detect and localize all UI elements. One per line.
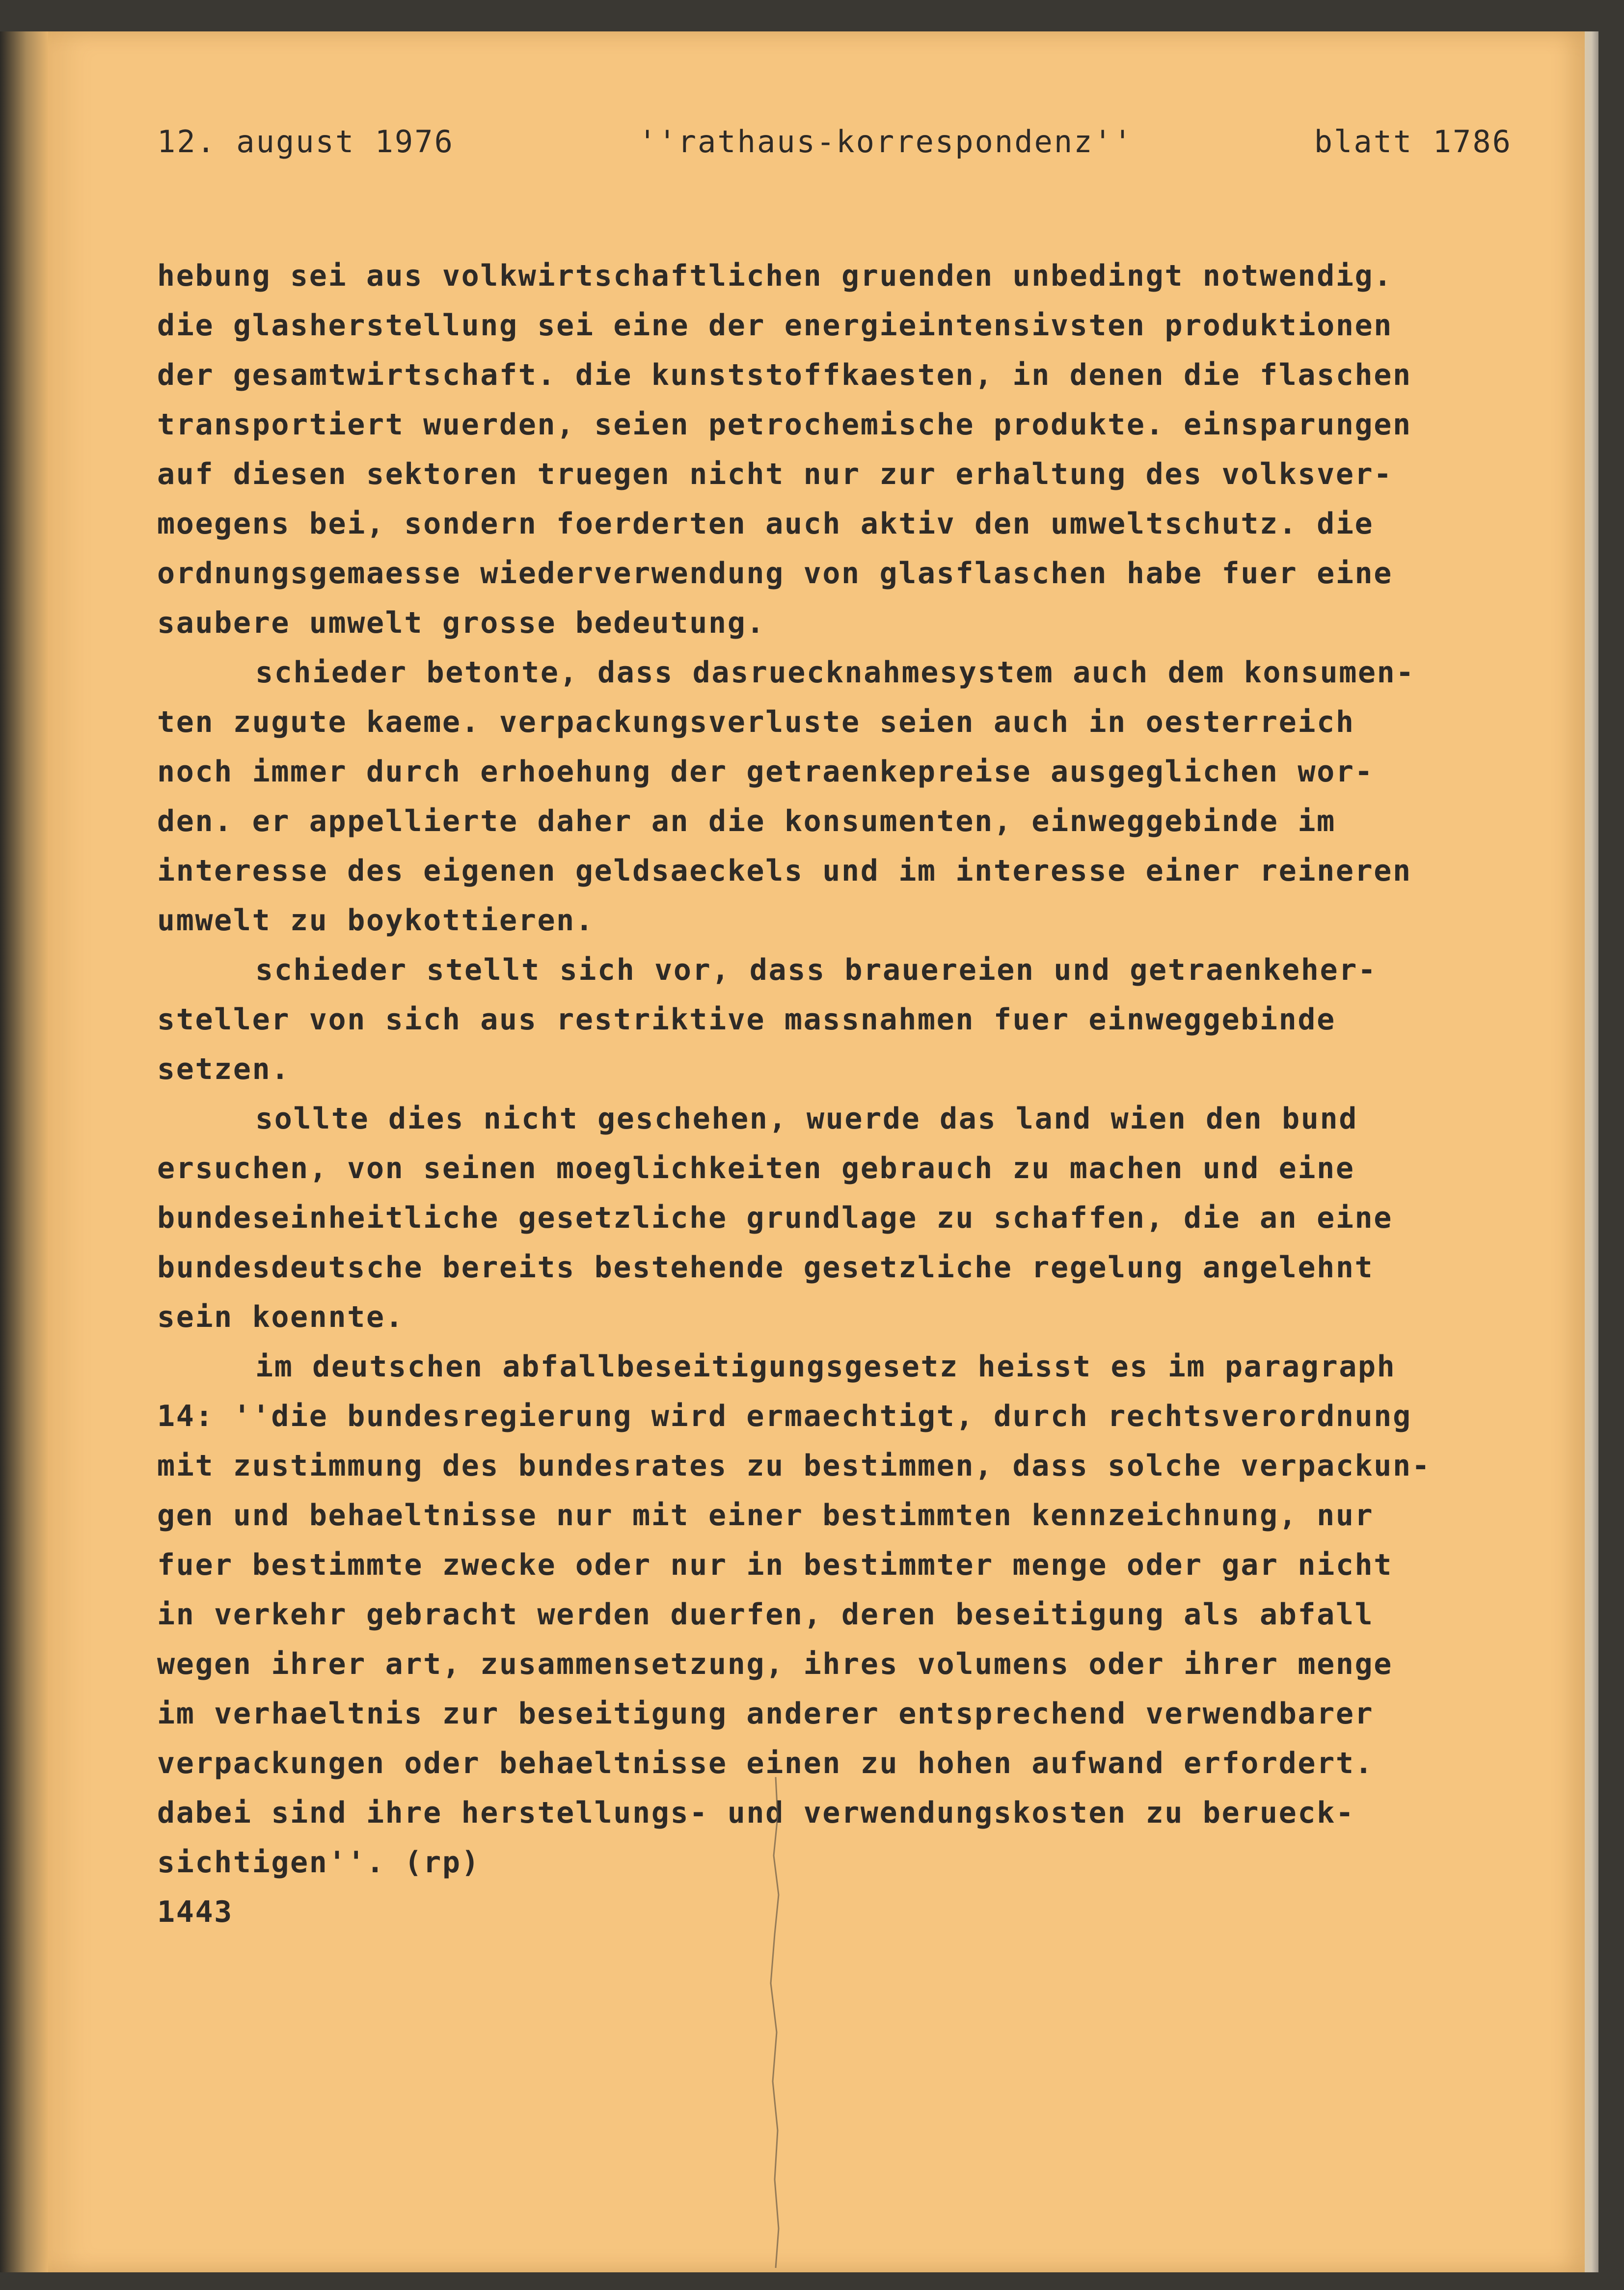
text-line: die glasherstellung sei eine der energieintensivsten produktionen <box>157 308 1393 343</box>
text-line: schieder betonte, dass dasruecknahmesystem auch dem konsumen- <box>255 655 1415 690</box>
text-line: saubere umwelt grosse bedeutung. <box>157 606 766 640</box>
text-line: ten zugute kaeme. verpackungsverluste seien auch in oesterreich <box>157 705 1355 739</box>
text-line: sein koennte. <box>157 1300 405 1334</box>
text-line: schieder stellt sich vor, dass brauereien und getraenkeher- <box>255 953 1377 987</box>
text-line: verpackungen oder behaeltnisse einen zu hohen aufwand erfordert. <box>157 1746 1374 1780</box>
page-edge <box>1585 31 1598 2272</box>
text-line: in verkehr gebracht werden duerfen, deren beseitigung als abfall <box>157 1597 1374 1632</box>
header-sheet-number: blatt 1786 <box>1314 124 1512 160</box>
text-line: noch immer durch erhoehung der getraenkepreise ausgeglichen wor- <box>157 754 1374 789</box>
document-body <box>157 251 1512 1937</box>
document-number: 1443 <box>157 1895 233 1929</box>
text-line: transportiert wuerden, seien petrochemische produkte. einsparungen <box>157 407 1412 442</box>
text-line: sollte dies nicht geschehen, wuerde das land wien den bund <box>255 1102 1358 1136</box>
binder-spine <box>0 31 48 2272</box>
text-line: moegens bei, sondern foerderten auch aktiv den umweltschutz. die <box>157 507 1374 541</box>
text-line: gen und behaeltnisse nur mit einer bestimmten kennzeichnung, nur <box>157 1498 1374 1533</box>
text-line: steller von sich aus restriktive massnahmen fuer einweggebinde <box>157 1002 1336 1037</box>
header-date: 12. august 1976 <box>157 124 454 160</box>
text-line: bundeseinheitliche gesetzliche grundlage zu schaffen, die an eine <box>157 1201 1393 1235</box>
text-line: sichtigen''. (rp) <box>157 1845 481 1880</box>
text-line: im verhaeltnis zur beseitigung anderer entsprechend verwendbarer <box>157 1697 1374 1731</box>
text-line: im deutschen abfallbeseitigungsgesetz heisst es im paragraph <box>255 1349 1396 1384</box>
text-line: 14: ''die bundesregierung wird ermaechtigt, durch rechtsverordnung <box>157 1399 1412 1433</box>
text-line: mit zustimmung des bundesrates zu bestimmen, dass solche verpackun- <box>157 1449 1431 1483</box>
page-header <box>157 124 1512 163</box>
text-line: umwelt zu boykottieren. <box>157 903 595 938</box>
text-line: wegen ihrer art, zusammensetzung, ihres volumens oder ihrer menge <box>157 1647 1393 1681</box>
text-line: fuer bestimmte zwecke oder nur in bestimmter menge oder gar nicht <box>157 1548 1393 1582</box>
text-line: dabei sind ihre herstellungs- und verwendungskosten zu berueck- <box>157 1796 1355 1830</box>
text-line: bundesdeutsche bereits bestehende gesetzliche regelung angelehnt <box>157 1250 1374 1285</box>
text-line: interesse des eigenen geldsaeckels und im interesse einer reineren <box>157 854 1412 888</box>
paper-tear-mark <box>756 1777 795 2268</box>
text-line: ersuchen, von seinen moeglichkeiten gebrauch zu machen und eine <box>157 1151 1355 1185</box>
header-publication: ''rathaus-korrespondenz'' <box>638 124 1134 160</box>
text-line: setzen. <box>157 1052 291 1086</box>
text-line: ordnungsgemaesse wiederverwendung von glasflaschen habe fuer eine <box>157 556 1393 591</box>
text-line: den. er appellierte daher an die konsumenten, einweggebinde im <box>157 804 1336 838</box>
text-line: hebung sei aus volkwirtschaftlichen gruenden unbedingt notwendig. <box>157 259 1393 293</box>
text-line: der gesamtwirtschaft. die kunststoffkaesten, in denen die flaschen <box>157 358 1412 392</box>
text-line: auf diesen sektoren truegen nicht nur zur erhaltung des volksver- <box>157 457 1393 491</box>
